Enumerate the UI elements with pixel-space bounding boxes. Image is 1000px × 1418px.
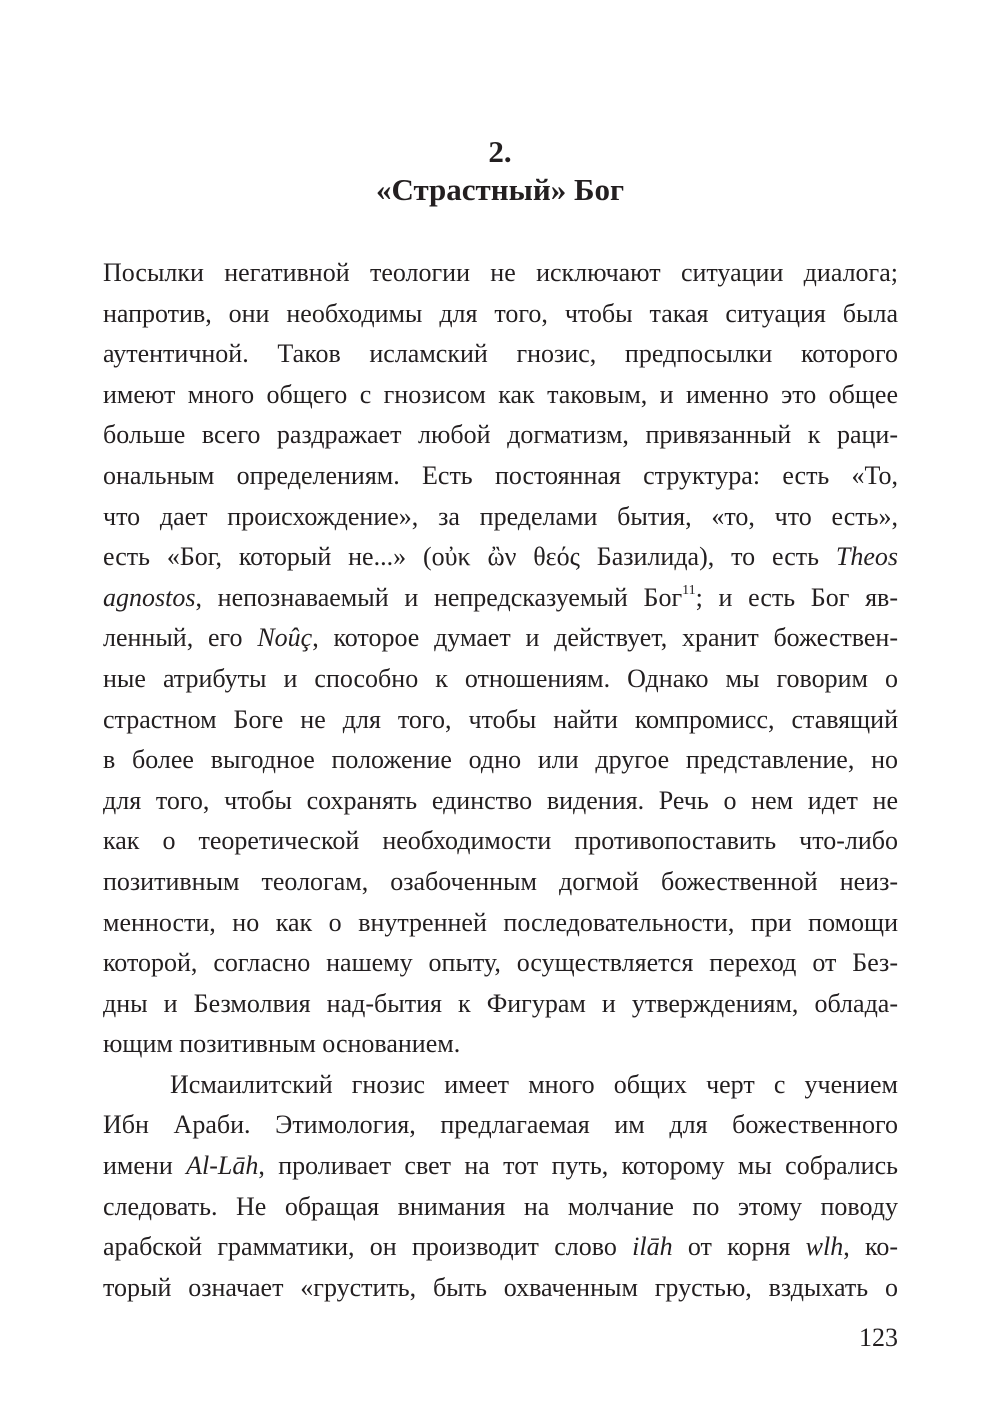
paragraph-1-line: страстном Боге не для того, чтобы найти компромисс, ставящий: [103, 704, 898, 734]
paragraph-1-line: Посылки негативной теологии не исключают ситуации диалога;: [103, 258, 898, 287]
paragraph-1-line: в более выгодное положение одно или другое представление, но: [103, 745, 898, 775]
italic-term-agnostos: agnostos: [103, 582, 196, 612]
text-segment: ; и есть Бог яв-: [695, 582, 898, 612]
italic-term-ilah: ilāh: [632, 1232, 673, 1262]
paragraph-1-line: что дает происхождение», за пределами бытия, «то, что есть»,: [103, 501, 898, 531]
paragraph-1-line: [103, 537, 898, 578]
paragraph-1-line: ющим позитивным основанием.: [103, 1029, 461, 1059]
text-segment: есть «Бог, который не...» (οὐκ ὢν θεός Базилида), то есть: [103, 542, 819, 572]
paragraph-2-line: [103, 1227, 898, 1268]
text-segment: ленный, его: [103, 623, 243, 653]
paragraph-1-line: аутентичной. Таков исламский гнозис, предпосылки которого: [103, 339, 898, 369]
paragraph-1-line: [103, 618, 898, 659]
chapter-number: 2.: [488, 134, 512, 169]
paragraph-1-line: [103, 578, 898, 619]
italic-term-wlh: wlh: [805, 1232, 844, 1262]
italic-term-allah: Al-Lāh: [186, 1151, 259, 1181]
text-segment: имени: [103, 1151, 173, 1181]
body-text: [103, 253, 898, 1308]
paragraph-1-line: имеют много общего с гнозисом как таковым, и именно это общее: [103, 379, 898, 409]
paragraph-1-line: позитивным теологам, озабоченным догмой божественной неиз-: [103, 866, 898, 896]
text-segment: арабской грамматики, он производит слово: [103, 1232, 617, 1262]
paragraph-1-line: ные атрибуты и способно к отношениям. Однако мы говорим о: [103, 663, 898, 693]
italic-term-nous: Noûç: [257, 623, 313, 653]
text-segment: , непознаваемый и непредсказуемый Бог: [195, 582, 683, 612]
paragraph-1-line: дны и Безмолвия над-бытия к Фигурам и утверждениям, облада-: [103, 988, 898, 1018]
paragraph-2-line: торый означает «грустить, быть охваченным грустью, вздыхать о: [103, 1272, 898, 1302]
paragraph-1-line: которой, согласно нашему опыту, осуществляется переход от Без-: [103, 948, 898, 978]
paragraph-1-line: напротив, они необходимы для того, чтобы такая ситуация была: [103, 298, 898, 328]
paragraph-2-line: следовать. Не обращая внимания на молчание по этому поводу: [103, 1191, 898, 1221]
italic-term-theos: Theos: [835, 542, 899, 572]
paragraph-1-line: больше всего раздражает любой догматизм, привязанный к раци-: [103, 420, 898, 450]
text-segment: , ко-: [843, 1232, 899, 1262]
paragraph-1-line: менности, но как о внутренней последовательности, при помощи: [103, 907, 898, 937]
chapter-title: «Страстный» Бог: [375, 172, 625, 207]
text-segment: , проливает свет на тот путь, которому мы собрались: [258, 1151, 898, 1181]
paragraph-1-line: для того, чтобы сохранять единство видения. Речь о нем идет не: [103, 785, 898, 815]
text-segment: , которое думает и действует, хранит божествен-: [312, 623, 898, 653]
paragraph-1-line: ональным определениям. Есть постоянная структура: есть «То,: [103, 460, 898, 490]
paragraph-1-line: как о теоретической необходимости противопоставить что-либо: [103, 826, 898, 856]
paragraph-2-line: [103, 1146, 898, 1187]
footnote-marker: 11: [682, 582, 696, 598]
text-segment: от корня: [687, 1232, 791, 1262]
paragraph-2-line: Ибн Араби. Этимология, предлагаемая им для божественного: [103, 1110, 898, 1140]
paragraph-2-line: Исмаилитский гнозис имеет много общих черт с учением: [170, 1069, 898, 1099]
page-number: 123: [859, 1323, 898, 1352]
